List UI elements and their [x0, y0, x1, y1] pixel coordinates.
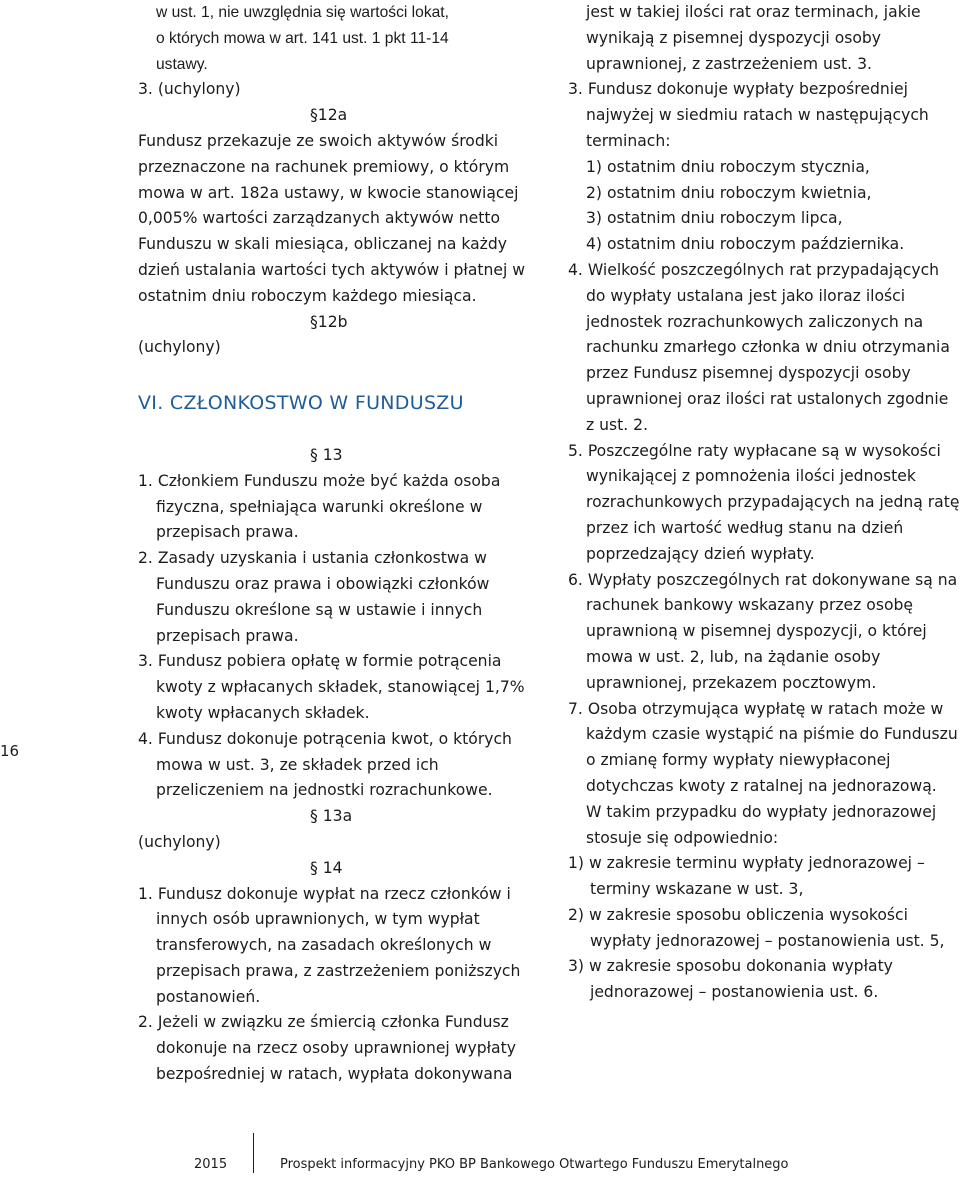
left-column	[138, 0, 533, 1088]
footer-title: Prospekt informacyjny PKO BP Bankowego Otwartego Funduszu Emerytalnego	[280, 1157, 789, 1172]
section-12a: §12a	[310, 106, 348, 125]
subitem-2: 2) w zakresie sposobu obliczenia wysokości wypłaty jednorazowej – postanowienia ust. 5,	[568, 905, 945, 950]
uchylony-12b: (uchylony)	[138, 338, 221, 357]
subitem-1: 1) w zakresie terminu wypłaty jednorazowej – terminy wskazane w ust. 3,	[568, 854, 925, 899]
section-13a: § 13a	[310, 807, 353, 826]
subitem-3: 3) w zakresie sposobu dokonania wypłaty jednorazowej – postanowienia ust. 6.	[568, 957, 893, 1002]
item-3-uchylony: 3. (uchylony)	[138, 80, 241, 99]
item-13-3: 3. Fundusz pobiera opłatę w formie potrącenia kwoty z wpłacanych składek, stanowiącej 1,7% kwoty wpłacanych składek.	[138, 652, 525, 722]
item-14-1: 1. Fundusz dokonuje wypłat na rzecz członków i innych osób uprawnionych, w tym wypłat transferowych, na zasadach określonych w przepisach prawa, z zastrzeżeniem poniższych postanowień.	[138, 884, 521, 1006]
intro-line-2: o których mowa w art. 141 ust. 1 pkt 11-14	[156, 29, 449, 47]
paragraph-12a: Fundusz przekazuje ze swoich aktywów środki przeznaczone na rachunek premiowy, o którym mowa w art. 182a ustawy, w kwocie stanowiącej 0,005% wartości zarządzanych aktywów netto Funduszu w skali miesiąca, obliczanej na każdy dzień ustalania wartości tych aktywów i płatnej w ostatnim dniu roboczym każdego miesiąca.	[138, 131, 526, 305]
section-12b: §12b	[310, 312, 348, 331]
item-14-2: 2. Jeżeli w związku ze śmiercią członka Fundusz dokonuje na rzecz osoby uprawnionej wypłaty bezpośredniej w ratach, wypłata dokonywana	[138, 1013, 516, 1084]
page-number: 16	[0, 742, 20, 760]
section-13: § 13	[310, 445, 343, 464]
term-3: 3) ostatnim dniu roboczym lipca,	[586, 209, 843, 228]
item-6: 6. Wypłaty poszczególnych rat dokonywane są na rachunek bankowy wskazany przez osobę uprawnioną w pisemnej dyspozycji, o której mowa w ust. 2, lub, na żądanie osoby uprawnionej, przekazem pocztowym.	[568, 570, 958, 692]
term-4: 4) ostatnim dniu roboczym października.	[586, 235, 905, 254]
item-13-4: 4. Fundusz dokonuje potrącenia kwot, o których mowa w ust. 3, ze składek przed ich przeliczeniem na jednostki rozrachunkowe.	[138, 729, 512, 800]
term-2: 2) ostatnim dniu roboczym kwietnia,	[586, 183, 872, 202]
item-7-continuation: W takim przypadku do wypłaty jednorazowej stosuje się odpowiednio:	[586, 802, 937, 847]
item-3: 3. Fundusz dokonuje wypłaty bezpośredniej najwyżej w siedmiu ratach w następujących terminach:	[568, 80, 929, 150]
right-column	[568, 0, 960, 1006]
intro-line-3: ustawy.	[156, 55, 208, 73]
heading-vi: VI. CZŁONKOSTWO W FUNDUSZU	[138, 392, 464, 415]
item-13-2: 2. Zasady uzyskania i ustania członkostwa w Funduszu oraz prawa i obowiązki członków Funduszu określone są w ustawie i innych przepisach prawa.	[138, 549, 490, 645]
item-4: 4. Wielkość poszczególnych rat przypadających do wypłaty ustalana jest jako iloraz ilości jednostek rozrachunkowych zaliczonych na rachunku zmarłego członka w dniu otrzymania przez Fundusz pisemnej dyspozycji osoby uprawnionej oraz ilości rat ustalonych zgodnie z ust. 2.	[568, 260, 950, 434]
continued-paragraph: jest w takiej ilości rat oraz terminach, jakie wynikają z pisemnej dyspozycji osoby uprawnionej, z zastrzeżeniem ust. 3.	[586, 3, 921, 73]
item-7: 7. Osoba otrzymująca wypłatę w ratach może w każdym czasie wystąpić na piśmie do Funduszu o zmianę formy wypłaty niewypłaconej dotychczas kwoty z ratalnej na jednorazową.	[568, 699, 958, 795]
item-5: 5. Poszczególne raty wypłacane są w wysokości wynikającej z pomnożenia ilości jednostek rozrachunkowych przypadających na jedną ratę przez ich wartość według stanu na dzień poprzedzający dzień wypłaty.	[568, 441, 960, 563]
footer-year: 2015	[194, 1157, 228, 1172]
footer-divider	[253, 1133, 254, 1173]
item-13-1: 1. Członkiem Funduszu może być każda osoba fizyczna, spełniająca warunki określone w przepisach prawa.	[138, 471, 501, 542]
term-1: 1) ostatnim dniu roboczym stycznia,	[586, 157, 870, 176]
section-14: § 14	[310, 858, 343, 877]
intro-line-1: w ust. 1, nie uwzględnia się wartości lokat,	[156, 4, 449, 21]
uchylony-13a: (uchylony)	[138, 832, 221, 851]
